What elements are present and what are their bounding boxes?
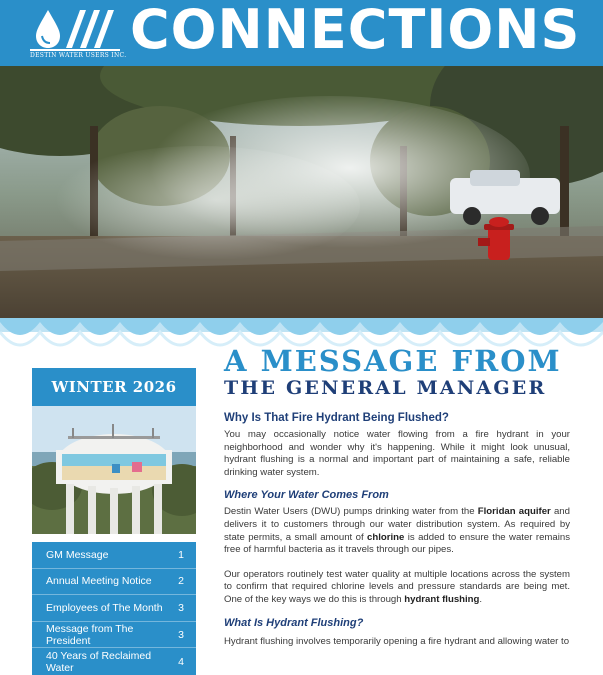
article-title-line1: A MESSAGE FROM <box>224 344 562 378</box>
paragraph-water-source: Destin Water Users (DWU) pumps drinking water from the Floridan aquifer and delivers it to customers through our water distribution system. As required by state permits, a small amount of chlorine is added to ensure the water remains free of harmful bacteria as it travels through our pipes. <box>224 506 570 556</box>
toc-item-title: Annual Meeting Notice <box>46 575 152 588</box>
toc-item-page: 3 <box>178 601 184 614</box>
paragraph-intro: You may occasionally notice water flowing from a fire hydrant in your neighborhood and wonder why it's happening. While it might look unusual, hydrant flushing is a normal and important part of maintaining a safe, reliable drinking water system. <box>224 429 570 478</box>
toc-item[interactable] <box>32 595 196 622</box>
article-heading: Why Is That Fire Hydrant Being Flushed? <box>224 412 449 424</box>
paragraph-flushing-intro: Hydrant flushing involves temporarily opening a fire hydrant and allowing water to <box>224 635 570 647</box>
section-heading-water-source: Where Your Water Comes From <box>224 489 389 502</box>
toc-item[interactable] <box>32 569 196 596</box>
table-of-contents <box>32 542 196 675</box>
toc-item[interactable] <box>32 542 196 569</box>
bold-floridan-aquifer: Floridan aquifer <box>477 506 551 518</box>
issue-season: WINTER 2026 <box>51 378 177 396</box>
toc-item-title: Employees of The Month <box>46 601 163 614</box>
toc-item-title: 40 Years of Reclaimed Water <box>46 649 152 674</box>
toc-item-page: 4 <box>178 655 184 668</box>
org-caption: DESTIN WATER USERS INC. <box>30 52 127 59</box>
toc-item-page: 1 <box>178 548 184 561</box>
toc-item-page: 3 <box>178 628 184 641</box>
toc-item-title: Message from The President <box>46 622 134 647</box>
dwu-logo-icon <box>28 6 128 52</box>
bold-chlorine: chlorine <box>367 531 405 543</box>
section-heading-hydrant-flushing: What Is Hydrant Flushing? <box>224 616 364 629</box>
issue-season-box <box>32 368 196 406</box>
toc-item[interactable] <box>32 622 196 649</box>
masthead-header <box>0 0 603 66</box>
toc-item[interactable] <box>32 648 196 675</box>
toc-item-title: GM Message <box>46 548 109 561</box>
article <box>224 346 570 648</box>
water-tower-photo <box>32 406 196 534</box>
paragraph-testing: Our operators routinely test water quality at multiple locations across the system to confirm that required chlorine levels and pressure standards are being met. One of the key ways we do this is through hydrant flushing. <box>224 568 570 605</box>
hero-photo <box>0 66 603 322</box>
article-title-line2: THE GENERAL MANAGER <box>224 377 547 399</box>
masthead-title: CONNECTIONS <box>130 0 581 61</box>
bold-hydrant-flushing: hydrant flushing <box>404 593 480 605</box>
toc-item-page: 2 <box>178 575 184 588</box>
